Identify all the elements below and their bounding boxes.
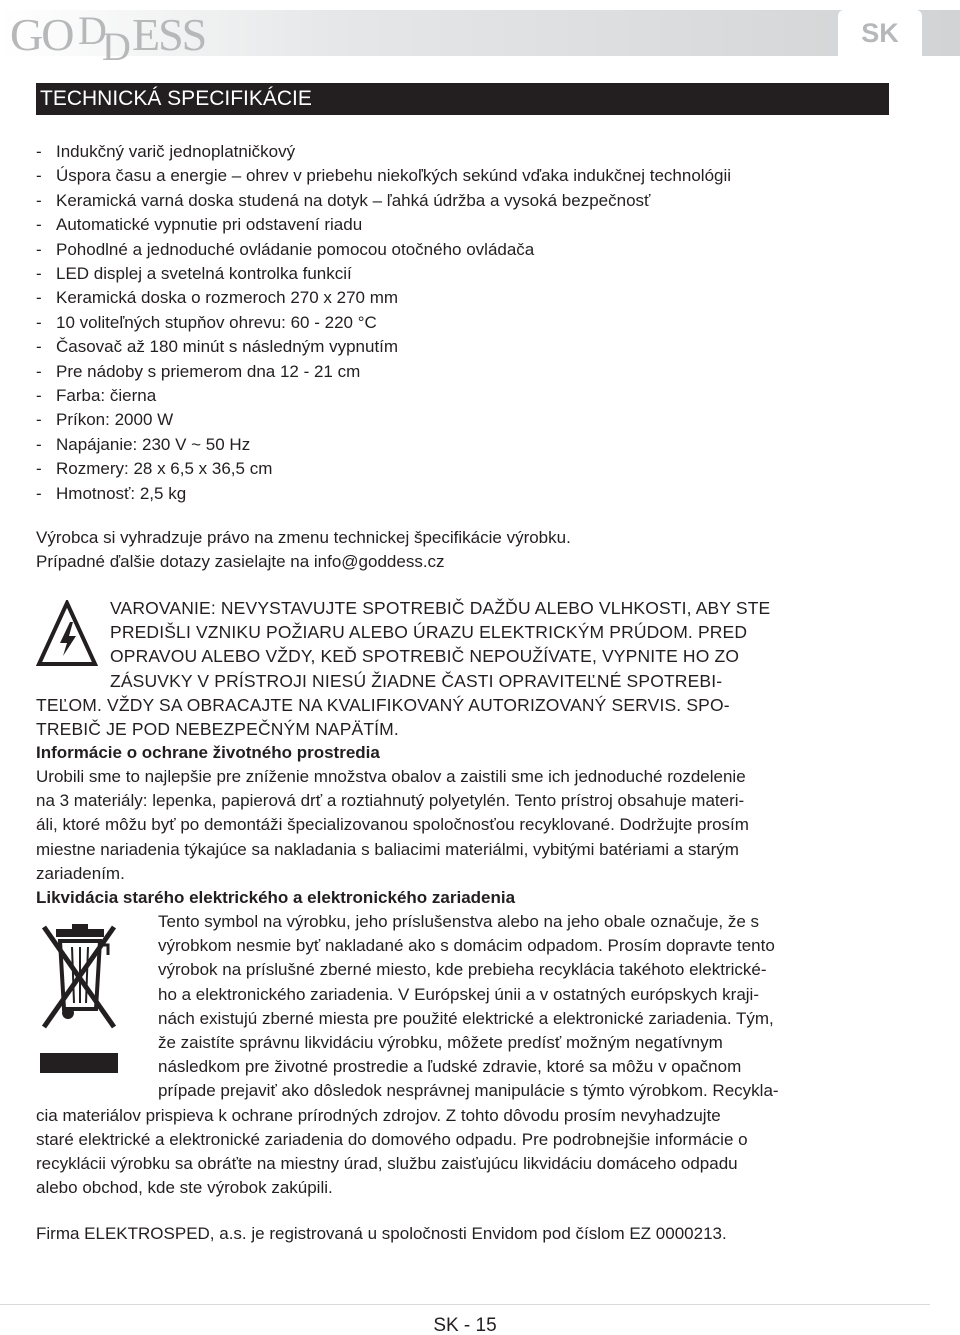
- spec-item: - Príkon: 2000 W: [36, 410, 174, 430]
- registration-note: Firma ELEKTROSPED, a.s. je registrovaná u spoločnosti Envidom pod číslom EZ 0000213.: [36, 1224, 727, 1243]
- disposal-line: recyklácii výrobku sa obráťte na miestny úrad, službu zaisťujúcu likvidáciu domáceho odpadu: [36, 1154, 738, 1174]
- warning-line: VAROVANIE: NEVYSTAVUJTE SPOTREBIČ DAŽĎU ALEBO VLHKOSTI, ABY STE: [110, 598, 771, 618]
- warning-line: TREBIČ JE POD NEBEZPEČNÝM NAPÄTÍM.: [36, 719, 399, 740]
- svg-text:D: D: [78, 8, 107, 53]
- environment-text: [36, 765, 882, 886]
- manufacturer-note: [36, 526, 571, 573]
- warning-line: ZÁSUVKY V PRÍSTROJI NIESÚ ŽIADNE ČASTI OPRAVITEĽNÉ SPOTREBI-: [110, 670, 723, 691]
- spec-item: - Automatické vypnutie pri odstavení riadu: [36, 215, 363, 235]
- svg-text:ESS: ESS: [132, 9, 206, 60]
- disposal-heading: Likvidácia starého elektrického a elektronického zariadenia: [36, 888, 516, 907]
- environment-line: zariadením.: [36, 863, 125, 883]
- page-title: TECHNICKÁ SPECIFIKÁCIE: [36, 83, 889, 115]
- svg-text:GO: GO: [10, 9, 73, 60]
- warning-line: OPRAVOU ALEBO VŽDY, KEĎ SPOTREBIČ NEPOUŽÍVATE, VYPNITE HO ZO: [110, 646, 740, 667]
- spec-item: - Keramická doska o rozmeroch 270 x 270 mm: [36, 288, 399, 308]
- spec-item: - LED displej a svetelná kontrolka funkcií: [36, 264, 352, 284]
- footer-divider: [0, 1304, 930, 1305]
- manufacturer-note-line: Prípadné ďalšie dotazy zasielajte na info@goddess.cz: [36, 551, 445, 571]
- spec-item: - Farba: čierna: [36, 386, 157, 406]
- disposal-line: Tento symbol na výrobku, jeho príslušenstva alebo na jeho obale označuje, že s: [158, 912, 760, 931]
- environment-line: na 3 materiály: lepenka, papierová drť a roztiahnutý polyetylén. Tento prístroj obsahuje materi-: [36, 791, 745, 811]
- spec-list: [36, 140, 896, 506]
- manufacturer-note-line: Výrobca si vyhradzuje právo na zmenu technickej špecifikácie výrobku.: [36, 528, 571, 547]
- spec-item: - 10 voliteľných stupňov ohrevu: 60 - 220 °C: [36, 312, 377, 332]
- spec-item: - Indukčný varič jednoplatničkový: [36, 142, 296, 161]
- warning-text: [36, 596, 882, 741]
- disposal-line: staré elektrické a elektronické zariadenia do domového odpadu. Pre podrobnejšie informácie o: [36, 1129, 748, 1149]
- spec-item: - Úspora času a energie – ohrev v priebehu niekoľkých sekúnd vďaka indukčnej technológii: [36, 166, 732, 186]
- language-tab: SK: [838, 10, 922, 56]
- svg-text:D: D: [102, 24, 131, 62]
- disposal-line: ho a elektronického zariadenia. V Európskej únii a v ostatných európskych kraji-: [158, 984, 759, 1004]
- disposal-line: prípade prejaviť ako dôsledok nesprávnej manipulácie s týmto výrobkom. Recykla-: [158, 1081, 779, 1101]
- spec-item: - Hmotnosť: 2,5 kg: [36, 483, 187, 503]
- disposal-line: následkom pre životné prostredie a ľudské zdravie, ktoré sa môžu v opačnom: [158, 1057, 742, 1077]
- environment-line: áli, ktoré môžu byť po demontáži špecializovanou spoločnosťou recyklované. Dodržujte prosím: [36, 815, 749, 835]
- disposal-line: výrobkom nesmie byť nakladané ako s domácim odpadom. Prosím dopravte tento: [158, 936, 775, 956]
- disposal-text: [36, 910, 882, 1200]
- disposal-line: alebo obchod, kde ste výrobok zakúpili.: [36, 1178, 333, 1198]
- disposal-line: že zaistíte správnu likvidáciu výrobku, môžete predísť možným negatívnym: [158, 1033, 723, 1053]
- disposal-line: cia materiálov prispieva k ochrane prírodných zdrojov. Z tohto dôvodu prosím nevyhadzujte: [36, 1105, 721, 1125]
- spec-item: - Pohodlné a jednoduché ovládanie pomocou otočného ovládača: [36, 239, 535, 259]
- spec-item: - Rozmery: 28 x 6,5 x 36,5 cm: [36, 459, 273, 479]
- environment-line: Urobili sme to najlepšie pre zníženie množstva obalov a zaistili sme ich jednoduché rozdelenie: [36, 767, 746, 786]
- warning-line: PREDIŠLI VZNIKU POŽIARU ALEBO ÚRAZU ELEKTRICKÝM PRÚDOM. PRED: [110, 622, 748, 643]
- disposal-line: výrobok na príslušné zberné miesto, kde prebieha recyklácia takéhoto elektrické-: [158, 960, 767, 980]
- environment-heading: Informácie o ochrane životného prostredia: [36, 743, 380, 762]
- spec-item: - Napájanie: 230 V ~ 50 Hz: [36, 434, 251, 454]
- page-number: SK - 15: [433, 1315, 497, 1335]
- goddess-logo: [8, 4, 248, 62]
- spec-item: - Pre nádoby s priemerom dna 12 - 21 cm: [36, 361, 361, 381]
- spec-item: - Časovač až 180 minút s následným vypnutím: [36, 337, 399, 357]
- spec-item: - Keramická varná doska studená na dotyk – ľahká údržba a vysoká bezpečnosť: [36, 190, 651, 210]
- warning-line: TEĽOM. VŽDY SA OBRACAJTE NA KVALIFIKOVANÝ AUTORIZOVANÝ SERVIS. SPO-: [36, 694, 730, 715]
- disposal-line: nách existujú zberné miesta pre použité elektrické a elektronické zariadenia. Tým,: [158, 1008, 774, 1028]
- environment-line: miestne nariadenia týkajúce sa nakladania s baliacimi materiálmi, vybitými batériami a starým: [36, 839, 739, 859]
